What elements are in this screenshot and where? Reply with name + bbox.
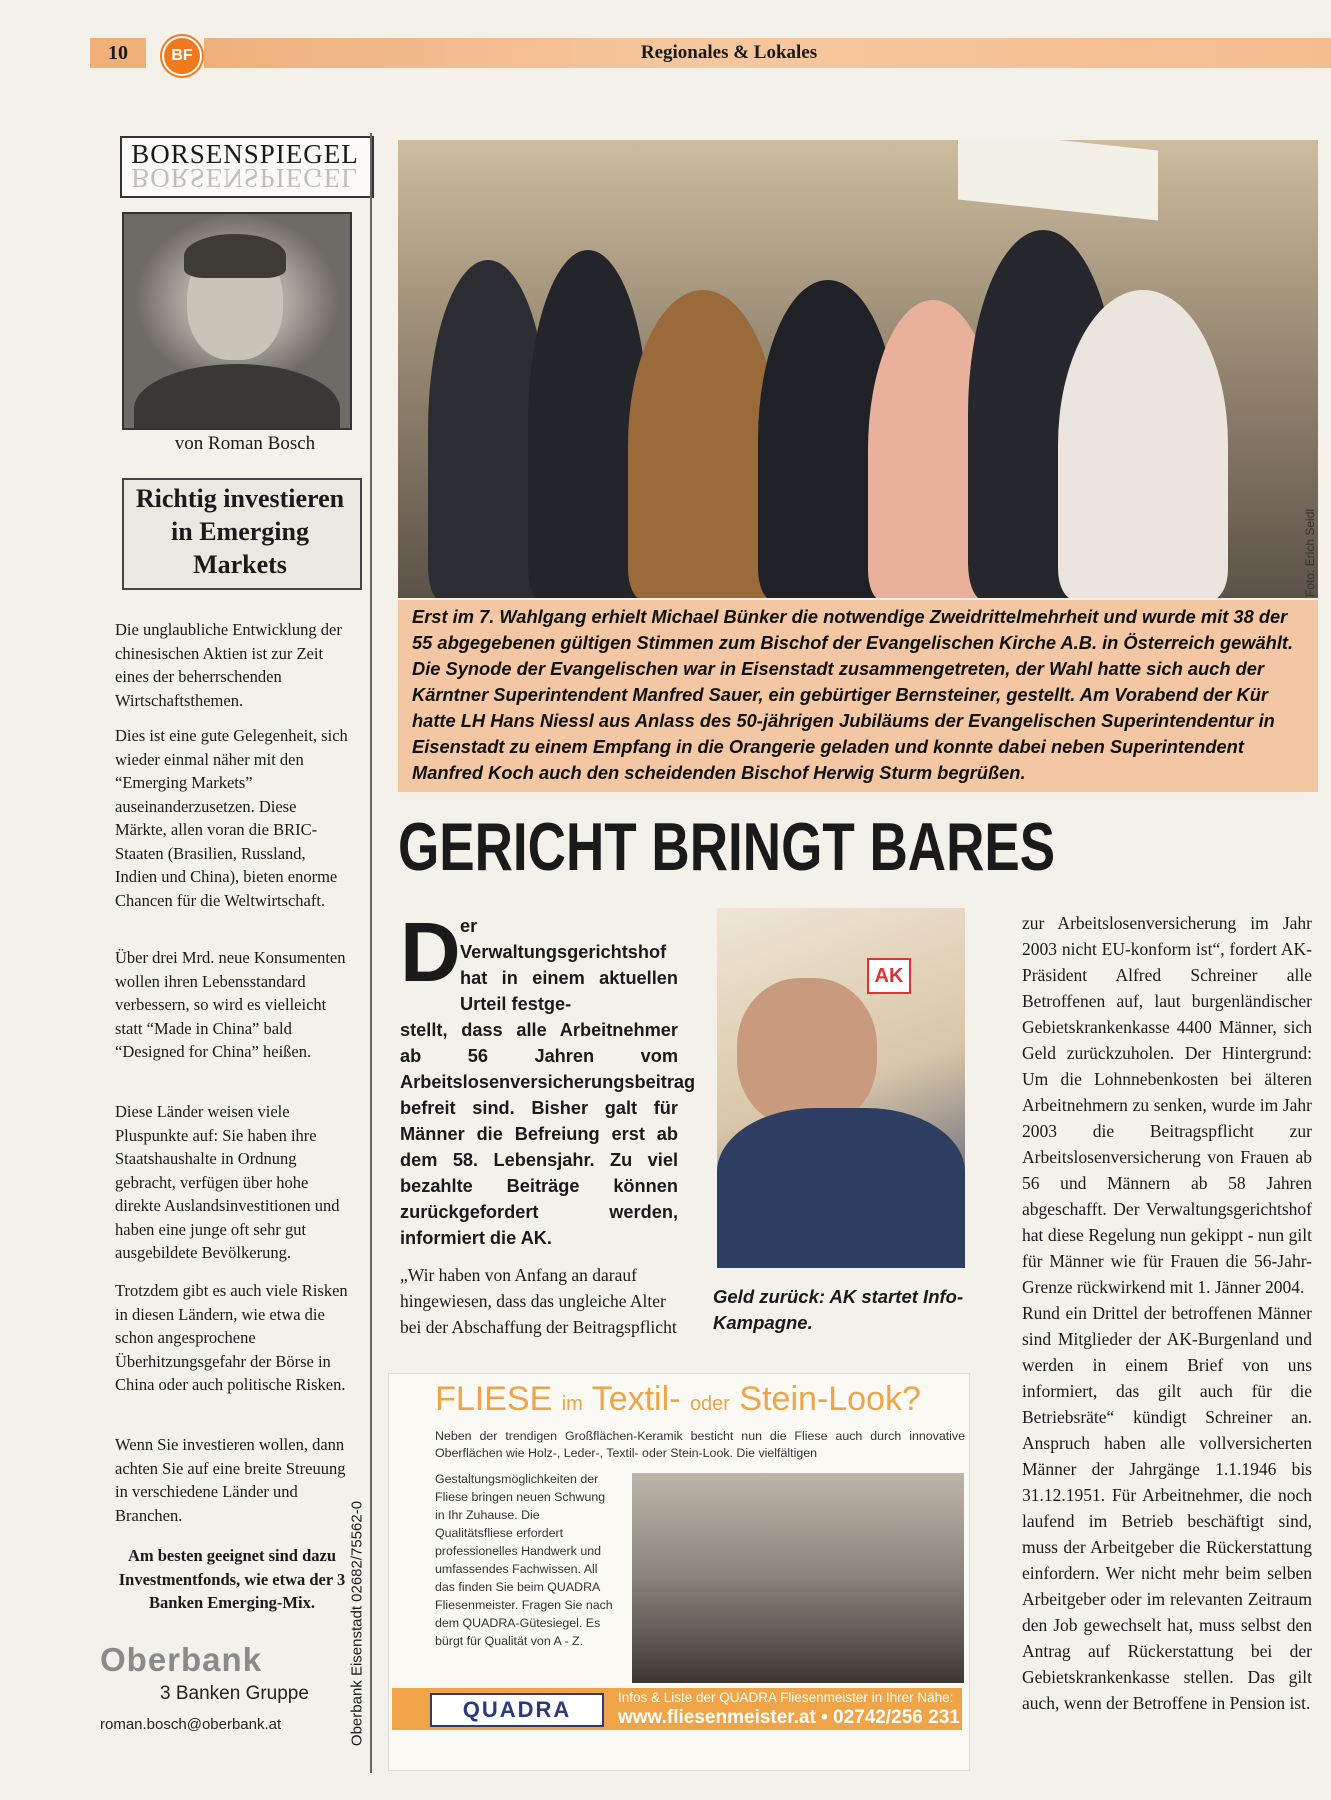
column-paragraph: Die unglaubliche Entwicklung der chinesischen Aktien ist zur Zeit eines der beherrschenden Wirtschaftsthemen.	[115, 620, 342, 710]
ak-photo-caption: Geld zurück: AK startet Info-Kampagne.	[713, 1286, 964, 1333]
column-headline: Richtig investieren in Emerging Markets	[135, 484, 345, 579]
article-right-column	[1022, 910, 1312, 1716]
column-divider	[370, 133, 372, 1773]
newspaper-logo: BF	[162, 36, 202, 76]
column-paragraph: Dies ist eine gute Gelegenheit, sich wieder einmal näher mit den “Emerging Markets” auseinanderzusetzen. Diese Märkte, allen voran die BRIC-Staaten (Brasilien, Russland, Indien und China), bieten enorme Chancen für die Weltwirtschaft.	[115, 726, 348, 910]
oberbank-logo: Oberbank	[100, 1641, 263, 1678]
column-paragraph: Diese Länder weisen viele Pluspunkte auf: Sie haben ihre Staatshaushalte in Ordnung gebracht, verfügen über hohe direkte Auslandsinvestitionen und haben eine junge oft sehr gut ausgebildete Bevölkerung.	[115, 1102, 340, 1262]
ad-bedroom-image	[632, 1473, 964, 1683]
quadra-logo: QUADRA	[430, 1693, 604, 1727]
photo-caption: Erst im 7. Wahlgang erhielt Michael Bünker die notwendige Zweidrittelmehrheit und wurde mit 38 der 55 abgegebenen gültigen Stimmen zum Bischof der Evangelischen Kirche A.B. in Österreich gewählt. Die Synode der Evangelischen war in Eisenstadt zusammengetreten, der Wahl hatte sich auch der Kärntner Superintendent Manfred Sauer, ein gebürtiger Bernsteiner, gestellt. Am Vorabend der Kür hatte LH Hans Niessl aus Anlass des 50-jährigen Jubiläums der Evangelischen Superintendentur in Eisenstadt zu einem Empfang in die Orangerie geladen und konnte dabei neben Superintendent Manfred Koch auch den scheidenden Bischof Herwig Sturm begrüßen.	[412, 606, 1294, 783]
column-paragraph: Wenn Sie investieren wollen, dann achten Sie auf eine breite Streuung in verschiedene Länder und Branchen.	[115, 1435, 346, 1525]
column-title-reflection: BORSENSPIEGEL	[131, 163, 359, 193]
bank-group: 3 Banken Gruppe	[160, 1683, 309, 1704]
ad-url[interactable]: www.fliesenmeister.at • 02742/256 231	[618, 1707, 960, 1728]
lead-first-line: er Verwaltungsgerichtshof hat in einem aktuellen Urteil festge-	[460, 916, 678, 1014]
lead-body: stellt, dass alle Arbeitnehmer ab 56 Jahren vom Arbeitslosenversicherungsbeitrag befreit sind. Bisher galt für Männer die Befreiung erst ab dem 58. Lebensjahr. Zu viel bezahlte Beiträge können zurückgefordert werden, informiert die AK.	[400, 1020, 696, 1248]
group-photo	[398, 140, 1318, 598]
page-number: 10	[90, 38, 146, 68]
contact-text: Oberbank Eisenstadt 02682/75562-0	[348, 1500, 366, 1747]
author-byline: von Roman Bosch	[174, 433, 316, 454]
photo-credit: Foto: Erich Seidl	[1303, 508, 1317, 597]
column-title: BORSENSPIEGEL	[131, 139, 359, 169]
ak-photo	[717, 908, 965, 1268]
column-paragraph: Über drei Mrd. neue Konsumenten wollen ihren Lebensstandard verbessern, so wird es vielleicht statt “Made in China” bald “Designed for China” heißen.	[115, 948, 346, 1061]
author-email[interactable]: roman.bosch@oberbank.at	[100, 1716, 282, 1733]
contact-vertical	[347, 1490, 367, 1760]
ad-title: FLIESE im Textil- oder Stein-Look?	[435, 1380, 921, 1418]
drop-cap: D	[400, 905, 461, 999]
ak-logo: AK	[867, 958, 911, 994]
section-title: Regionales & Lokales	[640, 42, 818, 63]
ad-body: Gestaltungsmöglichkeiten der Fliese bringen neuen Schwung in Ihr Zuhause. Die Qualitätsfliese erfordert professionelles Handwerk und umfassendes Fachwissen. All das finden Sie beim QUADRA Fliesenmeister. Fragen Sie nach dem QUADRA-Gütesiegel. Es bürgt für Qualität von A - Z.	[435, 1472, 613, 1648]
article-headline: GERICHT BRINGT BARES	[398, 809, 1056, 885]
author-portrait	[122, 212, 352, 430]
right-column-text: zur Arbeitslosenversicherung im Jahr 2003 nicht EU-konform ist“, fordert AK-Präsident Alfred Schreiner alle Betroffenen auf, laut burgenländischer Gebietskrankenkasse 4400 Männer, sich Geld zurückzuholen. Der Hintergrund: Um die Lohnnebenkosten bei älteren Arbeitnehmern zu senken, wurde im Jahr 2003 die Beitragspflicht zur Arbeitslosenversicherung von Frauen ab 56 und Männern ab 58 Jahren abgeschafft. Der Verwaltungsgerichtshof hat diese Regelung nun gekippt - nun gilt für Männer wie für Frauen die 56-Jahr-Grenze rückwirkend mit 1. Jänner 2004.	[1022, 913, 1312, 1297]
photo-credit-vertical	[1300, 440, 1320, 600]
article-lead	[400, 913, 696, 1251]
article-quote: „Wir haben von Anfang an darauf hingewiesen, dass das ungleiche Alter bei der Abschaffung der Beitragspflicht	[400, 1265, 677, 1337]
ad-info: Infos & Liste der QUADRA Fliesenmeister in Ihrer Nähe:	[618, 1690, 954, 1705]
ad-intro: Neben der trendigen Großflächen-Keramik besticht nun die Fliese auch durch innovative Oberflächen wie Holz-, Leder-, Textil- oder Stein-Look. Die vielfältigen	[435, 1429, 965, 1460]
column-closing: Am besten geeignet sind dazu Investmentfonds, wie etwa der 3 Banken Emerging-Mix.	[118, 1546, 346, 1612]
column-paragraph: Trotzdem gibt es auch viele Risken in diesen Ländern, wie etwa die schon angesprochene Überhitzungsgefahr der Börse in China oder auch politische Risken.	[115, 1281, 348, 1394]
right-column-text-2: Rund ein Drittel der betroffenen Männer sind Mitglieder der AK-Burgenland und werden in einem Brief von uns informiert, das gilt auch für die Betriebsräte“ kündigt Schreiner an. Anspruch haben alle vollversicherten Männer der Jahrgänge 1.1.1946 bis 31.12.1951. Für Arbeitnehmer, die noch laufend im Betrieb beschäftigt sind, muss der Arbeitgeber die Rückerstattung einfordern. Wer nicht mehr beim selben Arbeitgeber oder im relevanten Zeitraum den Job gewechselt hat, muss selbst den Antrag auf Rückerstattung bei der Gebietskrankenkasse stellen. Das gilt auch, wenn der Betroffene in Pension ist.	[1022, 1303, 1312, 1713]
